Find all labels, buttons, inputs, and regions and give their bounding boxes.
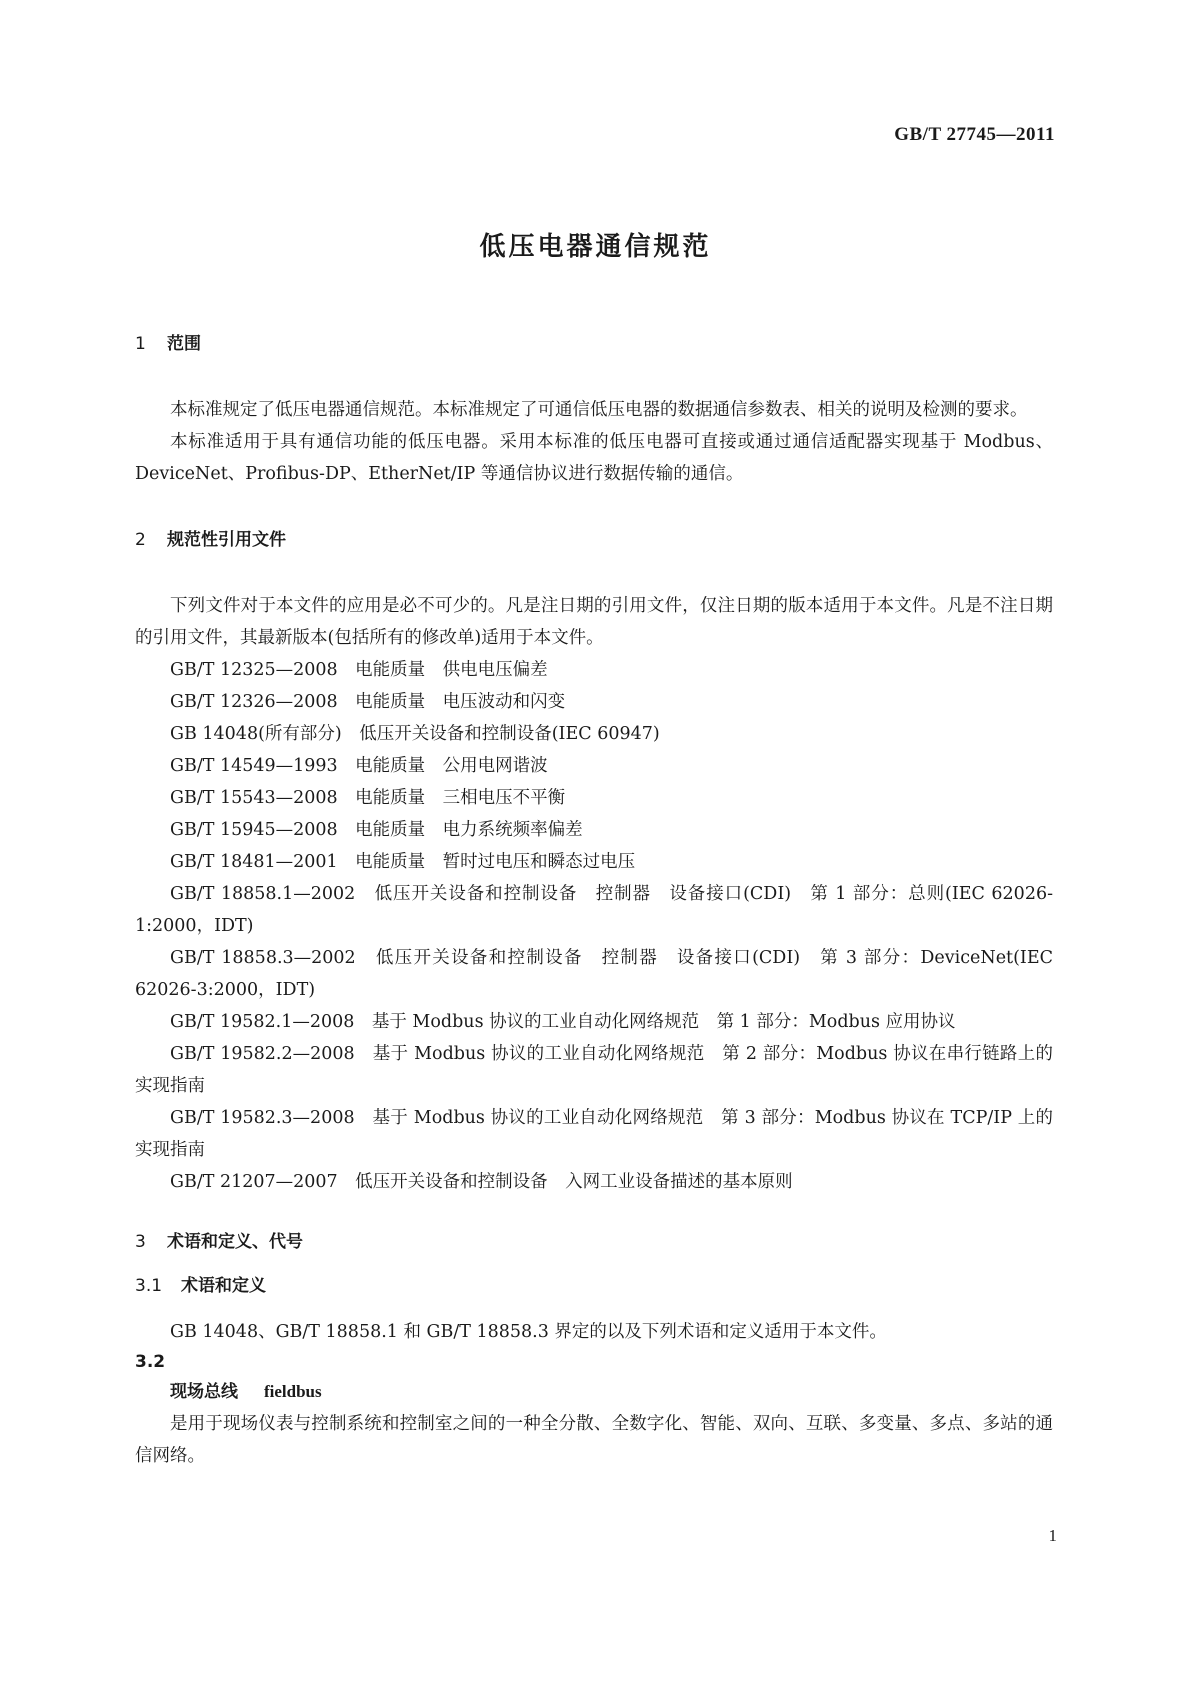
section-number: 3: [135, 1232, 146, 1252]
reference-item: GB/T 19582.3—2008 基于 Modbus 协议的工业自动化网络规范 第 3 部分：Modbus 协议在 TCP/IP 上的实现指南: [135, 1108, 1053, 1160]
section-1-heading: [135, 330, 1053, 358]
reference-item: GB/T 19582.2—2008 基于 Modbus 协议的工业自动化网络规范 第 2 部分：Modbus 协议在串行链路上的实现指南: [135, 1044, 1053, 1096]
document-title: 低压电器通信规范: [479, 232, 712, 262]
reference-item: GB/T 14549—1993 电能质量 公用电网谐波: [170, 756, 548, 776]
scope-paragraph-2: 本标准适用于具有通信功能的低压电器。采用本标准的低压电器可直接或通过通信适配器实现基于 Modbus、DeviceNet、Profibus-DP、EtherNet/IP 等通信协议进行数据传输的通信。: [135, 432, 1053, 484]
reference-item: GB/T 12325—2008 电能质量 供电电压偏差: [170, 660, 548, 680]
terms-intro: GB 14048、GB/T 18858.1 和 GB/T 18858.3 界定的以及下列术语和定义适用于本文件。: [170, 1322, 887, 1342]
reference-item: GB/T 18481—2001 电能质量 暂时过电压和瞬态过电压: [170, 852, 636, 872]
section-number: 2: [135, 530, 146, 550]
standard-number: GB/T 27745—2011: [894, 124, 1055, 145]
term-english: fieldbus: [264, 1382, 322, 1401]
section-title: 规范性引用文件: [167, 530, 286, 550]
reference-item: GB/T 12326—2008 电能质量 电压波动和闪变: [170, 692, 566, 712]
term-definition: 是用于现场仪表与控制系统和控制室之间的一种全分散、全数字化、智能、双向、互联、多变量、多点、多站的通信网络。: [135, 1414, 1053, 1466]
reference-item: GB/T 18858.1—2002 低压开关设备和控制设备 控制器 设备接口(CDI) 第 1 部分：总则(IEC 62026-1:2000，IDT): [135, 884, 1053, 936]
section-3-heading: [135, 1228, 1053, 1256]
reference-item: GB/T 19582.1—2008 基于 Modbus 协议的工业自动化网络规范 第 1 部分：Modbus 应用协议: [170, 1012, 956, 1032]
subsection-3-1-heading: [135, 1272, 1053, 1300]
term-3-2-number: 3.2: [135, 1352, 166, 1372]
section-title: 范围: [167, 334, 201, 354]
section-number: 1: [135, 334, 146, 354]
subsection-title: 术语和定义: [181, 1276, 266, 1296]
section-2-heading: [135, 526, 1053, 554]
term-heading: [135, 1376, 1053, 1408]
references-intro: 下列文件对于本文件的应用是必不可少的。凡是注日期的引用文件，仅注日期的版本适用于本文件。凡是不注日期的引用文件，其最新版本(包括所有的修改单)适用于本文件。: [135, 596, 1053, 648]
section-title: 术语和定义、代号: [167, 1232, 303, 1252]
scope-paragraph-1: 本标准规定了低压电器通信规范。本标准规定了可通信低压电器的数据通信参数表、相关的说明及检测的要求。: [170, 400, 1028, 420]
reference-item: GB 14048(所有部分) 低压开关设备和控制设备(IEC 60947): [170, 724, 660, 744]
document-body: [135, 330, 1053, 1472]
page-number: 1: [1048, 1526, 1057, 1545]
reference-item: GB/T 21207—2007 低压开关设备和控制设备 入网工业设备描述的基本原则: [170, 1172, 793, 1192]
reference-item: GB/T 18858.3—2002 低压开关设备和控制设备 控制器 设备接口(CDI) 第 3 部分：DeviceNet(IEC 62026-3:2000，IDT): [135, 948, 1053, 1000]
term-chinese: 现场总线: [170, 1382, 238, 1402]
reference-item: GB/T 15543—2008 电能质量 三相电压不平衡: [170, 788, 566, 808]
reference-item: GB/T 15945—2008 电能质量 电力系统频率偏差: [170, 820, 583, 840]
subsection-number: 3.1: [135, 1276, 163, 1296]
